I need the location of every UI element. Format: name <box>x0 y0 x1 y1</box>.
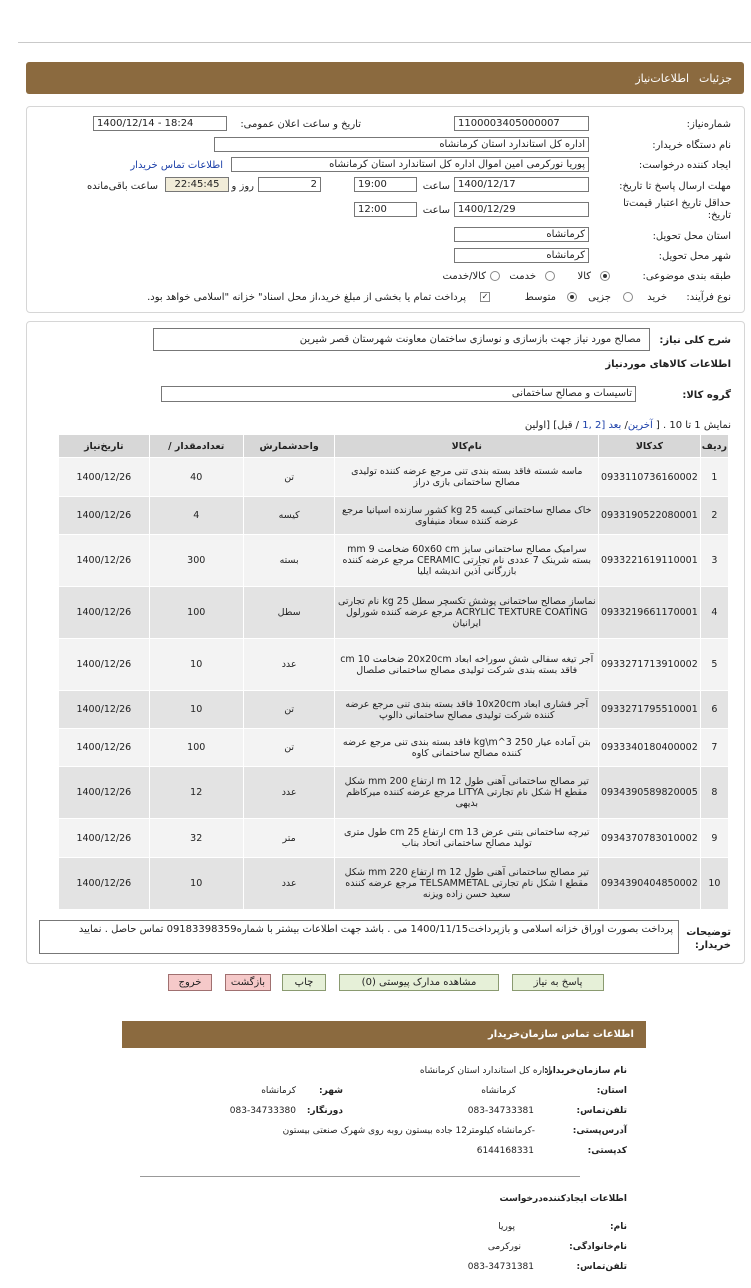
tab-details[interactable]: جزئیات <box>699 71 732 85</box>
creator-phone-label: تلفن‌تماس: <box>576 1262 627 1272</box>
col-date: تاریخ‌نیاز <box>59 435 150 458</box>
reply-button[interactable]: پاسخ به نیاز <box>512 974 604 991</box>
contact-org-value: اداره کل استاندارد استان کرمانشاه <box>419 1066 551 1076</box>
deadline-date-field: 1400/12/17 <box>454 177 589 192</box>
contact-phone-value: 083-34733381 <box>467 1106 534 1116</box>
category-service-label: خدمت <box>509 271 536 282</box>
city-label: شهر محل تحویل: <box>658 251 731 262</box>
process-purchase-label: خرید <box>647 292 667 303</box>
table-row: 1 0933110736160002 ماسه شسته فاقد بسته بندی تنی مرجع عرضه کننده تولیدی مصالح ساختمانی بازی دراز تن 40 1400/12/26 <box>59 458 729 497</box>
table-row: 3 0933221619110001 سرامیک مصالح ساختمانی سایز 60x60 cm ضخامت 9 mm بسته شرینک 7 عددی نام تجارتی CERAMIC مرجع عرضه کننده بازرگانی آذین اندیشه ایلیا بسته 300 1400/12/26 <box>59 535 729 587</box>
validity-time-field: 12:00 <box>354 202 417 217</box>
summary-label: شرح کلی نیاز: <box>659 335 731 346</box>
goods-group-field: تاسیسات و مصالح ساختمانی <box>161 386 636 402</box>
deadline-time-field: 19:00 <box>354 177 417 192</box>
process-minor-label: جزیی <box>588 292 611 303</box>
col-name: نام‌کالا <box>335 435 599 458</box>
buyer-contact-link[interactable]: اطلاعات تماس خریدار <box>130 160 223 171</box>
goods-info-title: اطلاعات کالاهای موردنیاز <box>605 359 731 370</box>
col-row: ردیف <box>700 435 728 458</box>
city-field: کرمانشاه <box>454 248 589 263</box>
creator-phone-value: 083-34731381 <box>467 1262 534 1272</box>
treasury-note: پرداخت تمام یا بخشی از مبلغ خرید،از محل اسناد" خزانه "اسلامی خواهد بود. <box>147 292 466 303</box>
contact-city-value: کرمانشاه <box>261 1086 296 1096</box>
pagination: نمایش 1 تا 10 . [ آخرین/ بعد [2 ,1 / قبل] [اولین <box>524 420 731 431</box>
process-minor-radio[interactable] <box>623 292 633 302</box>
attachments-button[interactable]: مشاهده مدارک پیوستی (0) <box>339 974 499 991</box>
buyer-notes-label: توضیحات خریدار: <box>686 927 731 951</box>
creator-family-label: نام‌خانوادگی: <box>569 1242 627 1252</box>
tab-need-info[interactable]: اطلاعات‌نیاز <box>635 71 690 85</box>
table-row: 2 0933190522080001 خاک مصالح ساختمانی کیسه 25 kg کشور سازنده اسپانیا مرجع عرضه کننده سعاد منیفاوی کیسه 4 1400/12/26 <box>59 497 729 535</box>
contact-postal-label: کدپستی: <box>587 1146 627 1156</box>
creator-family-value: نورکرمی <box>487 1242 521 1252</box>
pager-pages-link[interactable]: [2 ,1 <box>582 420 606 431</box>
table-row: 5 0933271713910002 آجر تیغه سفالی شش سوراخه ابعاد 20x20cm ضخامت 10 cm فاقد بسته بندی شرکت تولیدی مصالح ساختمانی صلصال عدد 10 1400/12/26 <box>59 639 729 691</box>
table-row: 10 0934390404850002 تیر مصالح ساختمانی آهنی طول 12 m ارتفاع 220 mm شکل مقطع I شکل نام تجارتی TELSAMMETAL مرجع عرضه کننده سعید حسن زاده ویزنه عدد 10 1400/12/26 <box>59 858 729 910</box>
announce-label: تاریخ و ساعت اعلان عمومی: <box>240 119 361 130</box>
print-button[interactable]: چاپ <box>282 974 326 991</box>
pager-next-link[interactable]: بعد <box>608 420 622 431</box>
contact-address-label: آدرس‌پستی: <box>572 1126 627 1136</box>
exit-button[interactable]: خروج <box>168 974 212 991</box>
category-goods-radio[interactable] <box>600 271 610 281</box>
process-medium-radio[interactable] <box>567 292 577 302</box>
table-row: 8 0934390589820005 تیر مصالح ساختمانی آهنی طول 12 m ارتفاع 200 mm شکل مقطع H شکل نام تجارتی LITYA مرجع عرضه کننده میرکاظم بدیهی عدد 12 1400/12/26 <box>59 767 729 819</box>
contact-city-label: شهر: <box>319 1086 343 1096</box>
goods-table <box>58 434 729 910</box>
table-row: 7 0933340180400002 بتن آماده عیار 250 kg\m^3 فاقد بسته بندی تنی مرجع عرضه کننده مصالح ساختمانی کاوه تن 100 1400/12/26 <box>59 729 729 767</box>
announce-field: 1400/12/14 - 18:24 <box>93 116 227 131</box>
validity-label: حداقل تاریخ اعتبار قیمت‌تا تاریخ: <box>623 198 731 221</box>
contact-postal-value: 6144168331 <box>476 1146 534 1156</box>
remaining-label: ساعت باقی‌مانده <box>86 181 158 192</box>
validity-time-label: ساعت <box>422 205 450 216</box>
table-row: 6 0933271795510001 آجر فشاری ابعاد 10x20cm فاقد بسته بندی تنی مرجع عرضه کننده شرکت تولیدی مصالح ساختمانی دالوپ تن 10 1400/12/26 <box>59 691 729 729</box>
category-label: طبقه بندی موضوعی: <box>642 271 731 282</box>
contact-phone-label: تلفن‌تماس: <box>576 1106 627 1116</box>
creator-section-title: اطلاعات ایجادکننده‌درخواست <box>499 1194 627 1204</box>
table-row: 9 0934370783010002 تیرچه ساختمانی بتنی عرض 13 cm ارتفاع 25 cm طول متری تولید مصالح ساختمانی اتحاد بناب متر 32 1400/12/26 <box>59 819 729 858</box>
col-unit: واحدشمارش <box>243 435 335 458</box>
page-header-bar <box>26 62 744 94</box>
category-both-label: کالا/خدمت <box>442 271 486 282</box>
province-field: کرمانشاه <box>454 227 589 242</box>
category-both-radio[interactable] <box>490 271 500 281</box>
contact-divider <box>140 1176 580 1177</box>
contact-address-value: -کرمانشاه کیلومتر12 جاده بیستون روبه روی شهرک صنعتی بیستون <box>282 1126 535 1136</box>
need-number-label: شماره‌نیاز: <box>686 119 731 130</box>
buyer-org-field: اداره کل استاندارد استان کرمانشاه <box>214 137 589 152</box>
days-field: 2 <box>258 177 321 192</box>
table-header-row <box>59 435 729 458</box>
treasury-checkbox[interactable]: ✓ <box>481 292 489 301</box>
process-label: نوع فرآیند: <box>686 292 731 303</box>
contact-province-value: کرمانشاه <box>481 1086 516 1096</box>
deadline-label: مهلت ارسال پاسخ تا تاریخ: <box>619 181 731 192</box>
contact-fax-value: 083-34733380 <box>229 1106 296 1116</box>
contact-org-label: نام سازمان‌خریدار: <box>543 1066 627 1076</box>
buyer-notes-field: پرداخت بصورت اوراق خزانه اسلامی و بازپرداخت1400/11/15 می . باشد جهت اطلاعات بیشتر با شماره09183398359 تماس حاصل . نمایید <box>39 920 679 954</box>
remaining-time-field: 22:45:45 <box>165 177 229 192</box>
creator-label: ایجاد کننده درخواست: <box>638 160 731 171</box>
goods-group-label: گروه کالا: <box>682 390 731 401</box>
creator-name-value: پوریا <box>498 1222 515 1232</box>
validity-date-field: 1400/12/29 <box>454 202 589 217</box>
contact-title-bar: اطلاعات تماس سازمان‌خریدار <box>122 1021 646 1048</box>
col-code: کدکالا <box>599 435 701 458</box>
process-medium-label: متوسط <box>524 292 556 303</box>
province-label: استان محل تحویل: <box>652 231 731 242</box>
creator-name-label: نام: <box>610 1222 627 1232</box>
contact-fax-label: دورنگار: <box>306 1106 343 1116</box>
table-row: 4 0933219661170001 نماساز مصالح ساختمانی پوشش تکسچر سطل 25 kg نام تجارتی ACRYLIC TEXTURE COATING مرجع عرضه کننده شورلول ایرانیان سطل 100 1400/12/26 <box>59 587 729 639</box>
buyer-org-label: نام دستگاه خریدار: <box>652 140 731 151</box>
category-service-radio[interactable] <box>545 271 555 281</box>
need-number-field: 1100003405000007 <box>454 116 589 131</box>
contact-province-label: استان: <box>596 1086 627 1096</box>
deadline-time-label: ساعت <box>422 181 450 192</box>
days-label: روز و <box>231 181 254 192</box>
summary-field: مصالح مورد نیاز جهت بازسازی و نوسازی ساختمان معاونت شهرستان قصر شیرین <box>153 328 650 351</box>
pager-last-link[interactable]: آخرین <box>627 420 653 431</box>
creator-field: پوریا نورکرمی امین اموال اداره کل استاندارد استان کرمانشاه <box>231 157 589 172</box>
top-divider <box>18 42 751 43</box>
pager-prev-first[interactable]: / قبل] [اولین <box>524 420 580 431</box>
category-goods-label: کالا <box>577 271 591 282</box>
back-button[interactable]: بازگشت <box>225 974 271 991</box>
col-qty: تعدادمقدار / <box>149 435 243 458</box>
